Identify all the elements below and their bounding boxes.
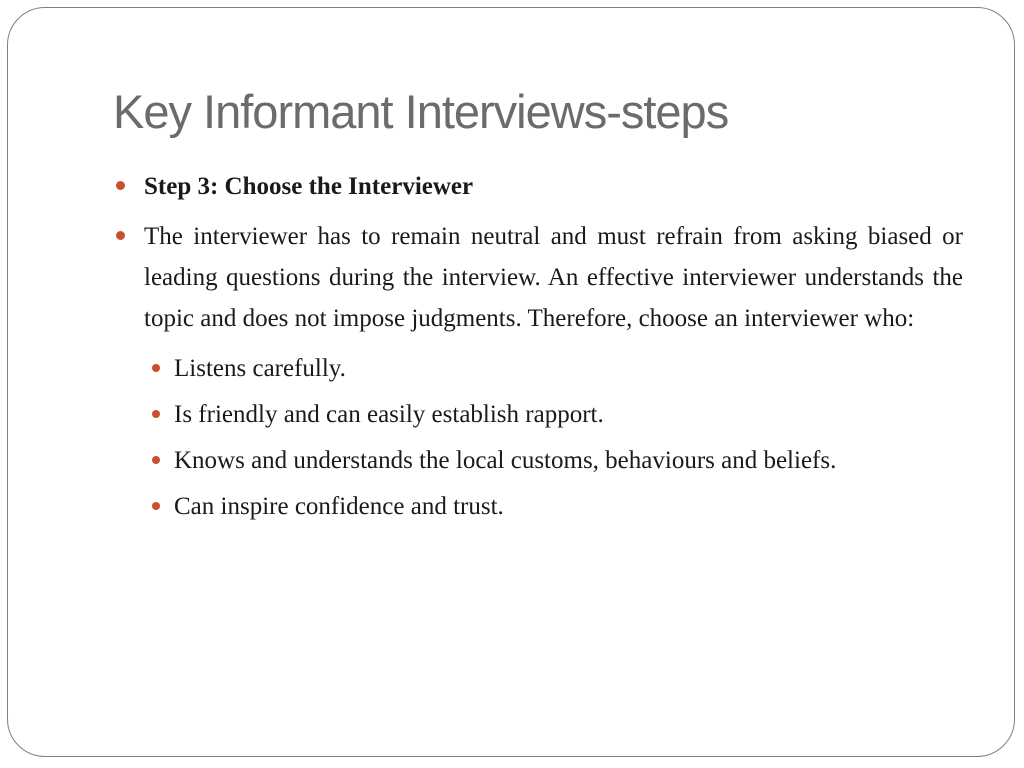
sub-bullet-trust bbox=[144, 486, 963, 527]
sub-bullet-text: Listens carefully. bbox=[174, 355, 346, 382]
sub-bullet-text: Can inspire confidence and trust. bbox=[174, 493, 504, 520]
bullet-dot-icon bbox=[152, 364, 160, 372]
bullet-dot-icon bbox=[152, 502, 160, 510]
bullet-step-heading bbox=[113, 166, 963, 207]
bullet-text: The interviewer has to remain neutral and must refrain from asking biased or leading questions during the interview. An effective interviewer understands the topic and does not impose judgments. Therefore, choose an interviewer who: bbox=[144, 223, 963, 332]
sub-bullet-text: Is friendly and can easily establish rapport. bbox=[174, 401, 604, 428]
bullet-description bbox=[113, 216, 963, 339]
bullet-dot-icon bbox=[116, 181, 125, 190]
bullet-dot-icon bbox=[152, 410, 160, 418]
sub-bullet-customs bbox=[144, 440, 963, 481]
slide-title: Key Informant Interviews-steps bbox=[113, 85, 729, 138]
bullet-dot-icon bbox=[116, 231, 125, 240]
sub-bullet-listens bbox=[144, 348, 963, 389]
bullet-dot-icon bbox=[152, 456, 160, 464]
slide-content bbox=[113, 166, 963, 532]
sub-bullet-friendly bbox=[144, 394, 963, 435]
bullet-text: Step 3: Choose the Interviewer bbox=[144, 173, 474, 200]
sub-bullet-text: Knows and understands the local customs, behaviours and beliefs. bbox=[174, 447, 837, 474]
